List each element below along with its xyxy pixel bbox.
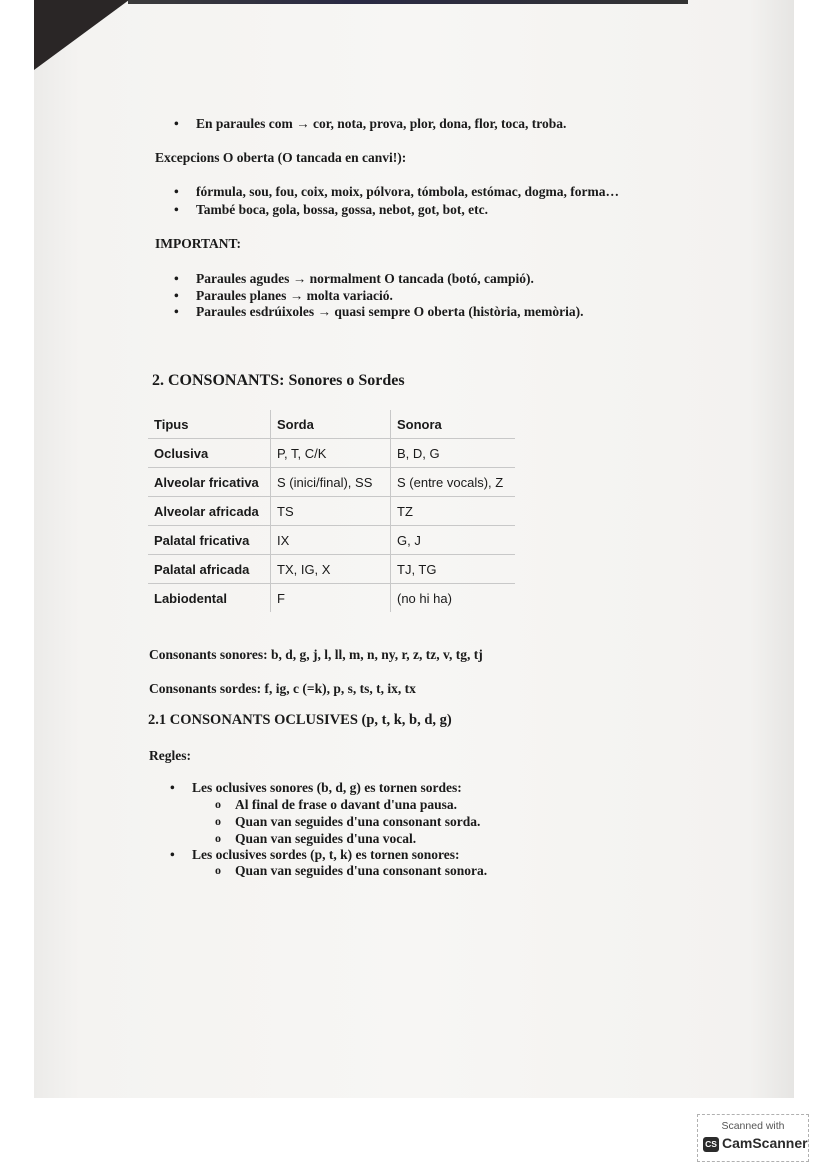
- cell-sonora: S (entre vocals), Z: [391, 468, 516, 497]
- cell-sorda: P, T, C/K: [271, 439, 391, 468]
- cell-sonora: TZ: [391, 497, 516, 526]
- cell-tipus: Alveolar africada: [148, 497, 271, 526]
- scanned-with-label: Scanned with: [721, 1120, 785, 1132]
- excepcions-heading: Excepcions O oberta (O tancada en canvi!):: [155, 150, 407, 165]
- important-item-3: • Paraules esdrúixoles → quasi sempre O oberta (història, memòria).: [196, 303, 583, 320]
- camscanner-brand: CamScanner: [722, 1135, 808, 1151]
- excepcio-item-2: • També boca, gola, bossa, gossa, nebot, got, bot, etc.: [196, 201, 488, 218]
- header-tipus: Tipus: [148, 410, 271, 439]
- regles-label: Regles:: [149, 748, 191, 763]
- camscanner-logo-icon: CS: [703, 1137, 719, 1152]
- table-row: [148, 584, 515, 613]
- header-sonora: Sonora: [391, 410, 516, 439]
- cell-sorda: IX: [271, 526, 391, 555]
- table-row: [148, 497, 515, 526]
- consonants-table: [148, 410, 515, 612]
- consonants-heading: 2. CONSONANTS: Sonores o Sordes: [152, 372, 405, 389]
- important-item-2: • Paraules planes → molta variació.: [196, 287, 393, 304]
- cell-sorda: F: [271, 584, 391, 613]
- bullet-paraules-com: • En paraules com → cor, nota, prova, plor, dona, flor, toca, troba.: [196, 115, 566, 132]
- cell-sonora: G, J: [391, 526, 516, 555]
- rule-sonores-a-sordes: • Les oclusives sonores (b, d, g) es tornen sordes:: [192, 779, 462, 796]
- excepcio-item-1: • fórmula, sou, fou, coix, moix, pólvora, tómbola, estómac, dogma, forma…: [196, 183, 619, 200]
- table-header-row: [148, 410, 515, 439]
- cell-tipus: Alveolar fricativa: [148, 468, 271, 497]
- important-item-1: • Paraules agudes → normalment O tancada (botó, campió).: [196, 270, 534, 287]
- cell-tipus: Labiodental: [148, 584, 271, 613]
- cell-sonora: (no hi ha): [397, 590, 452, 606]
- cell-sorda: TX, IG, X: [271, 555, 391, 584]
- important-heading: IMPORTANT:: [155, 236, 242, 251]
- table-row: [148, 468, 515, 497]
- cell-sorda: TS: [271, 497, 391, 526]
- rule1-sub-2: o Quan van seguides d'una consonant sorda.: [235, 813, 480, 830]
- header-sorda: Sorda: [271, 410, 391, 439]
- cell-tipus: Palatal africada: [148, 555, 271, 584]
- rule1-sub-1: o Al final de frase o davant d'una pausa.: [235, 796, 457, 813]
- consonants-sordes-line: Consonants sordes: f, ig, c (=k), p, s, ts, t, ix, tx: [149, 681, 416, 696]
- rule1-sub-3: o Quan van seguides d'una vocal.: [235, 830, 416, 847]
- photo-corner-shadow: [34, 0, 129, 70]
- photo-top-edge: [128, 0, 688, 4]
- scan-margin: [0, 0, 34, 1098]
- table-row: [148, 555, 515, 584]
- table-row: [148, 439, 515, 468]
- table-row: [148, 526, 515, 555]
- cell-sorda: S (inici/final), SS: [271, 468, 391, 497]
- camscanner-watermark: [697, 1114, 809, 1162]
- cell-sonora: TJ, TG: [391, 555, 516, 584]
- cell-tipus: Palatal fricativa: [148, 526, 271, 555]
- cell-sonora: B, D, G: [391, 439, 516, 468]
- consonants-sonores-line: Consonants sonores: b, d, g, j, l, ll, m, n, ny, r, z, tz, v, tg, tj: [149, 647, 483, 662]
- rule-sordes-a-sonores: • Les oclusives sordes (p, t, k) es tornen sonores:: [192, 846, 460, 863]
- rule2-sub-1: o Quan van seguides d'una consonant sonora.: [235, 862, 487, 879]
- cell-tipus: Oclusiva: [148, 439, 271, 468]
- oclusives-heading: 2.1 CONSONANTS OCLUSIVES (p, t, k, b, d, g): [148, 712, 452, 728]
